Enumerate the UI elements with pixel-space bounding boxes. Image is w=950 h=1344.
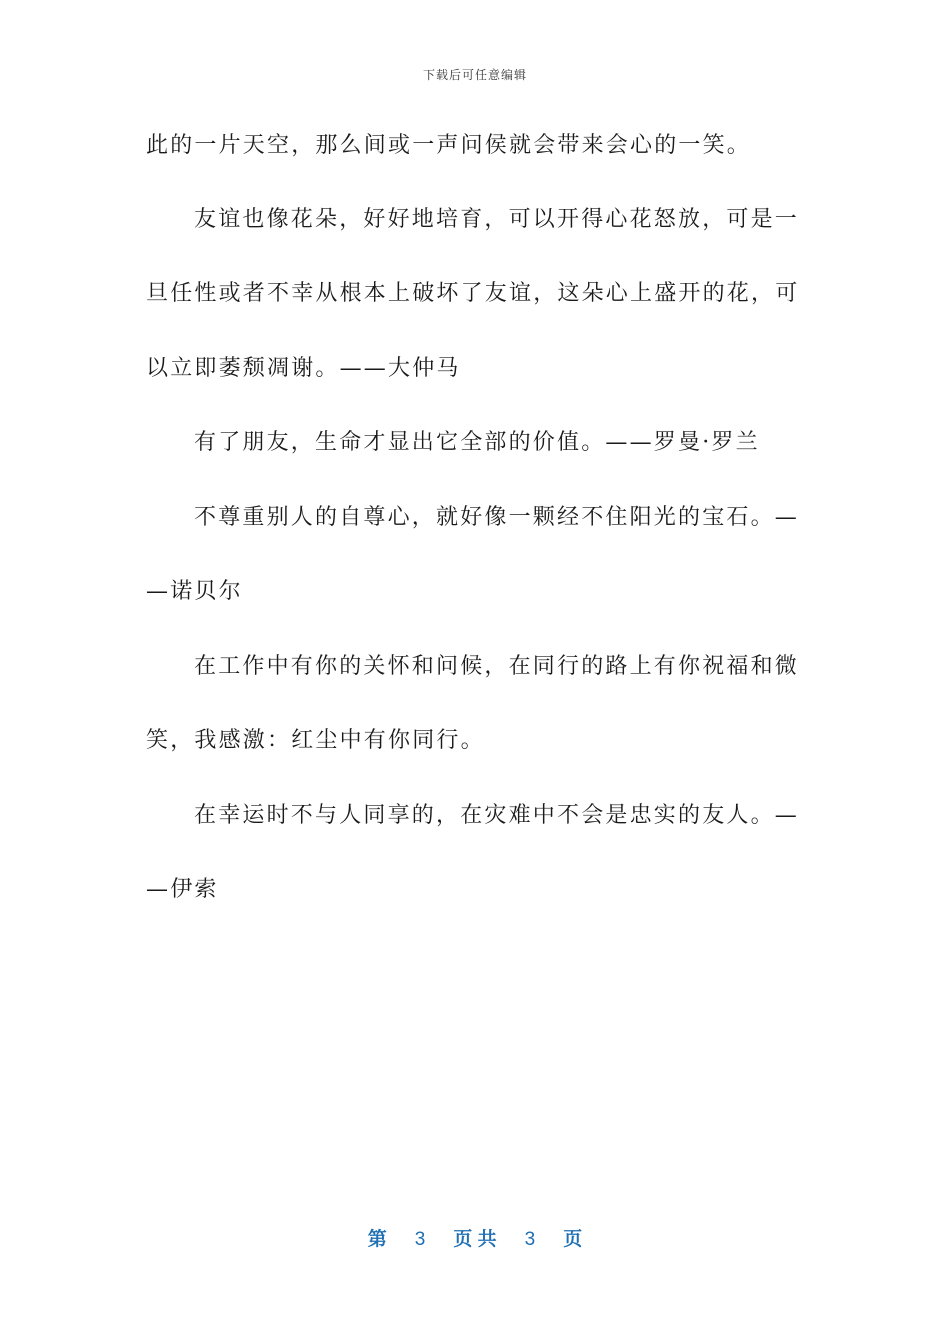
text-line: —诺贝尔 [146, 579, 243, 604]
paragraph-line: 友谊也像花朵，好好地培育，可以开得心花怒放，可是一 [194, 207, 800, 232]
text-line: —伊索 [146, 877, 219, 902]
text-line: 此的一片天空，那么间或一声问侯就会带来会心的一笑。 [146, 133, 752, 158]
page-footer [0, 1224, 950, 1251]
text-line: 以立即萎颓凋谢。——大仲马 [146, 356, 461, 381]
paragraph-line: 在工作中有你的关怀和问候，在同行的路上有你祝福和微 [194, 654, 800, 679]
total-page-number: 3 [524, 1229, 536, 1250]
paragraph-line: 有了朋友，生命才显出它全部的价值。——罗曼·罗兰 [194, 430, 760, 455]
paragraph-line: 在幸运时不与人同享的，在灾难中不会是忠实的友人。— [194, 803, 800, 828]
current-page-number: 3 [414, 1229, 426, 1250]
paragraph-line: 不尊重别人的自尊心，就好像一颗经不住阳光的宝石。— [194, 505, 800, 530]
text-line: 旦任性或者不幸从根本上破坏了友谊，这朵心上盛开的花，可 [146, 281, 800, 306]
footer-suffix: 页 [563, 1229, 583, 1250]
text-line: 笑，我感激：红尘中有你同行。 [146, 728, 485, 753]
footer-prefix: 第 [367, 1229, 387, 1250]
page-header: 下载后可任意编辑 [422, 68, 527, 82]
footer-middle: 页 共 [453, 1229, 497, 1250]
